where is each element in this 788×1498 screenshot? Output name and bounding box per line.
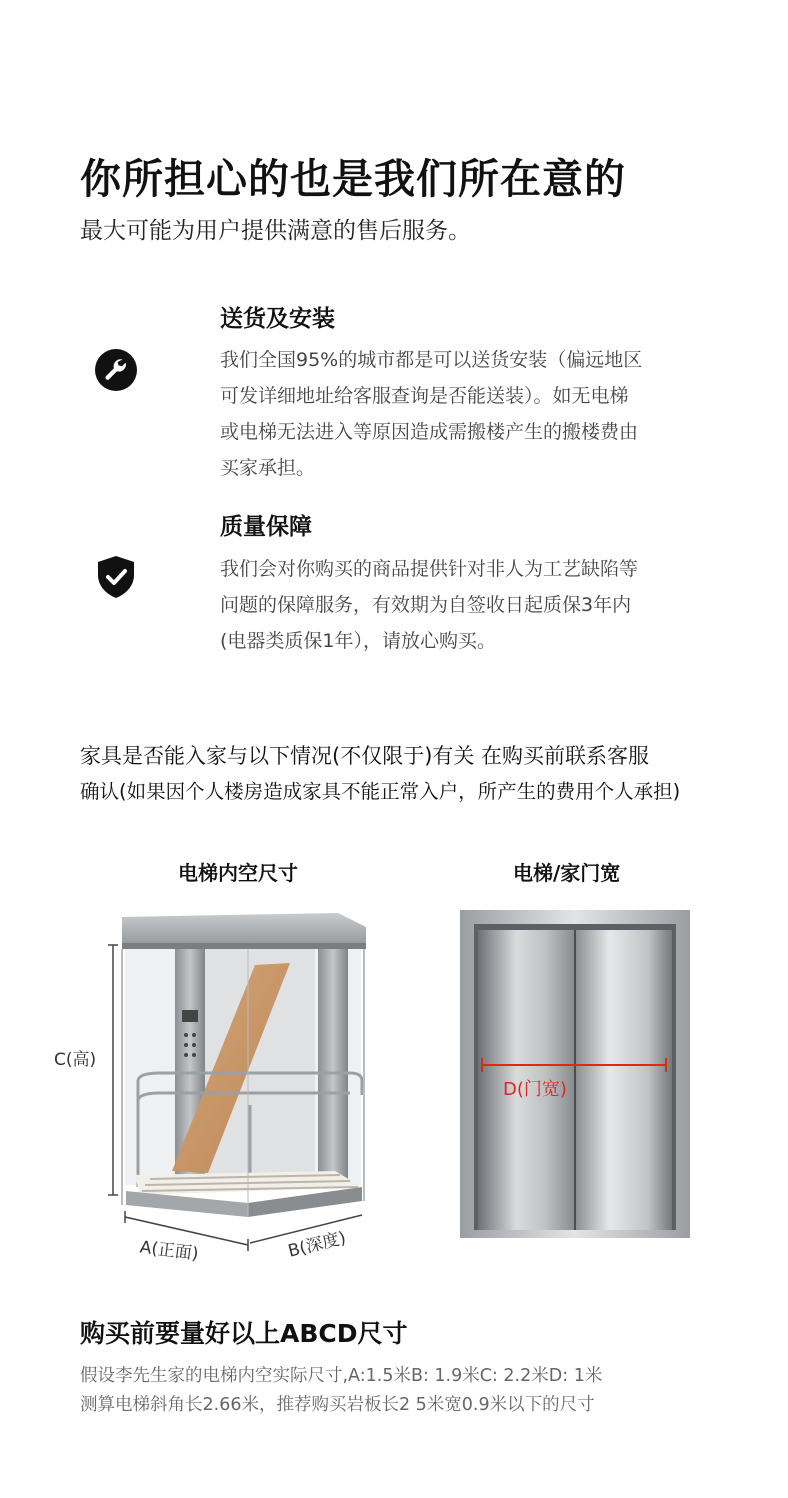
page-title: 你所担心的也是我们所在意的 [80,155,626,203]
elevator-door-caption: 电梯/家门宽 [513,861,621,885]
elevator-interior-caption: 电梯内空尺寸 [178,861,298,885]
label-a-front: A(正面) [138,1237,200,1265]
label-d-door-width: D(门宽) [503,1079,567,1100]
measure-example: 假设李先生家的电梯内空实际尺寸,A:1.5米B: 1.9米C: 2.2米D: 1米 测算电梯斜角长2.66米，推荐购买岩板长2 5米宽0.9米以下的尺寸 [80,1366,603,1415]
service-desc-quality: 我们会对你购买的商品提供针对非人为工艺缺陷等 问题的保障服务，有效期为自签收日起质保3年内 (电器类质保1年），请放心购买。 [220,558,639,652]
label-b-depth: B(深度) [286,1228,349,1262]
service-title-quality: 质量保障 [220,514,312,540]
service-title-delivery: 送货及安装 [220,306,335,332]
elevator-door-illustration [460,910,690,1238]
notice-text: 家具是否能入家与以下情况(不仅限于)有关 在购买前联系客服 确认(如果因个人楼房造成家具不能正常入户，所产生的费用个人承担) [80,744,681,803]
page-subtitle: 最大可能为用户提供满意的售后服务。 [80,218,471,244]
elevator-cabin-illustration [100,905,370,1255]
measure-title: 购买前要量好以上ABCD尺寸 [80,1319,408,1348]
wrench-icon [95,349,137,391]
label-c-height: C(高) [54,1050,97,1070]
service-desc-delivery: 我们全国95%的城市都是可以送货安装（偏远地区 可发详细地址给客服查询是否能送装）。如无电梯 或电梯无法进入等原因造成需搬楼产生的搬楼费由 买家承担。 [220,349,643,479]
shield-check-icon [95,555,137,597]
